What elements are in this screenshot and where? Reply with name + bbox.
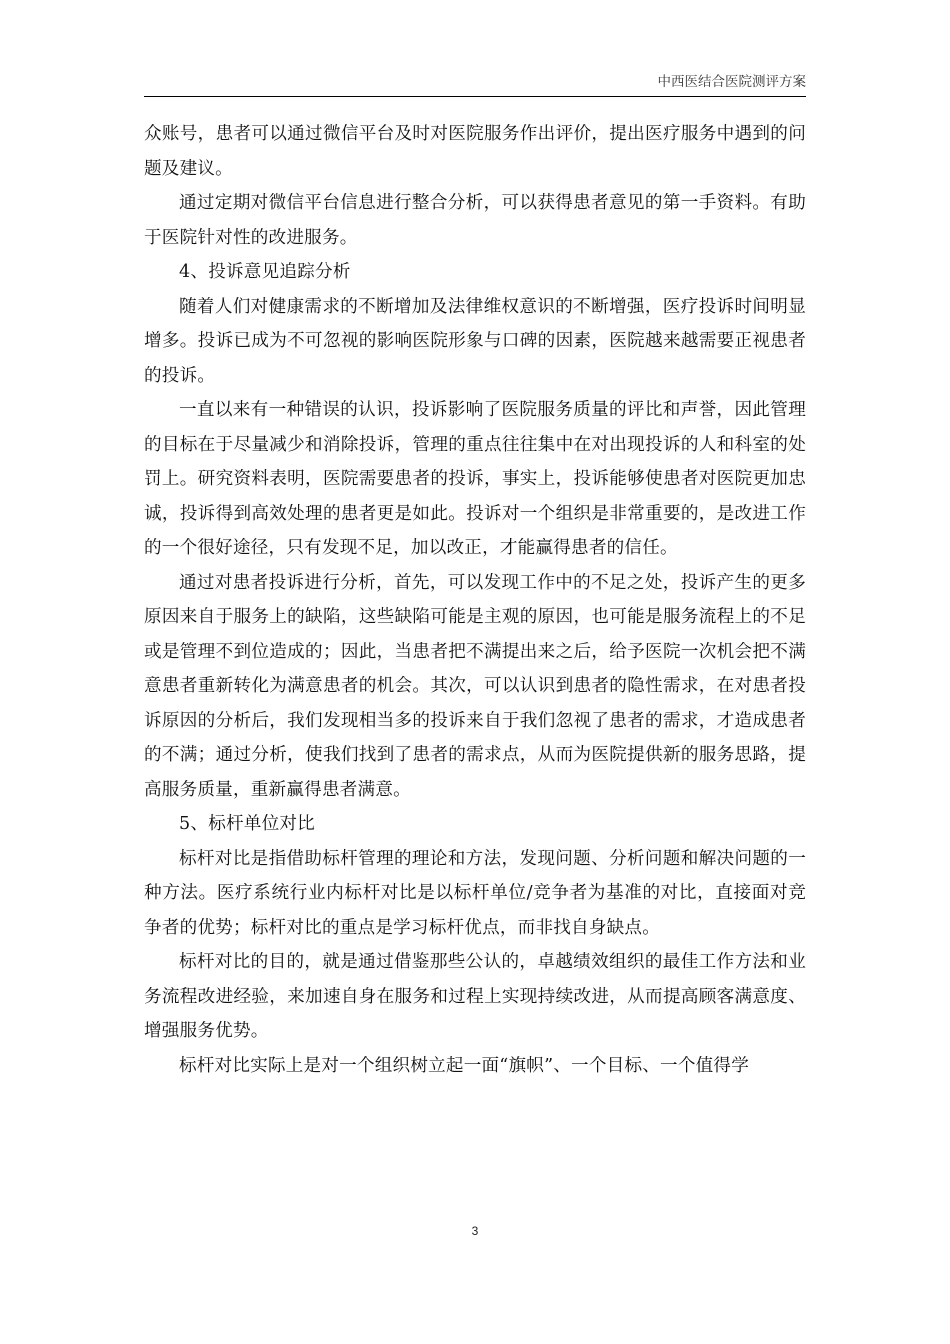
document-title: 中西医结合医院测评方案 [657, 74, 806, 90]
paragraph: 通过对患者投诉进行分析，首先，可以发现工作中的不足之处，投诉产生的更多原因来自于服务上的缺陷，这些缺陷可能是主观的原因，也可能是服务流程上的不足或是管理不到位造成的；因此，当患者把不满提出来之后，给予医院一次机会把不满意患者重新转化为满意患者的机会。其次，可以认识到患者的隐性需求，在对患者投诉原因的分析后，我们发现相当多的投诉来自于我们忽视了患者的需求，才造成患者的不满；通过分析，使我们找到了患者的需求点，从而为医院提供新的服务思路，提高服务质量，重新赢得患者满意。 [144, 572, 806, 800]
paragraph: 一直以来有一种错误的认识，投诉影响了医院服务质量的评比和声誉，因此管理的目标在于尽量减少和消除投诉，管理的重点往往集中在对出现投诉的人和科室的处罚上。研究资料表明，医院需要患者的投诉，事实上，投诉能够使患者对医院更加忠诚，投诉得到高效处理的患者更是如此。投诉对一个组织是非常重要的，是改进工作的一个很好途径，只有发现不足，加以改正，才能赢得患者的信任。 [144, 400, 806, 558]
header-rule [144, 96, 806, 97]
paragraph: 标杆对比实际上是对一个组织树立起一面“旗帜”、一个目标、一个值得学 [179, 1055, 749, 1076]
section-heading: 4、投诉意见追踪分析 [179, 262, 351, 282]
paragraph: 标杆对比是指借助标杆管理的理论和方法，发现问题、分析问题和解决问题的一种方法。医疗系统行业内标杆对比是以标杆单位/竞争者为基准的对比，直接面对竞争者的优势；标杆对比的重点是学习标杆优点，而非找自身缺点。 [144, 848, 806, 938]
paragraph: 通过定期对微信平台信息进行整合分析，可以获得患者意见的第一手资料。有助于医院针对性的改进服务。 [144, 193, 806, 248]
paragraph: 随着人们对健康需求的不断增加及法律维权意识的不断增强，医疗投诉时间明显增多。投诉已成为不可忽视的影响医院形象与口碑的因素，医院越来越需要正视患者的投诉。 [144, 296, 806, 386]
page-number: 3 [471, 1224, 479, 1238]
section-heading: 5、标杆单位对比 [179, 814, 315, 834]
page-header [144, 70, 806, 92]
document-body [144, 117, 806, 1083]
paragraph: 众账号，患者可以通过微信平台及时对医院服务作出评价，提出医疗服务中遇到的问题及建议。 [144, 124, 806, 179]
paragraph: 标杆对比的目的，就是通过借鉴那些公认的，卓越绩效组织的最佳工作方法和业务流程改进经验，来加速自身在服务和过程上实现持续改进，从而提高顾客满意度、增强服务优势。 [144, 952, 806, 1041]
